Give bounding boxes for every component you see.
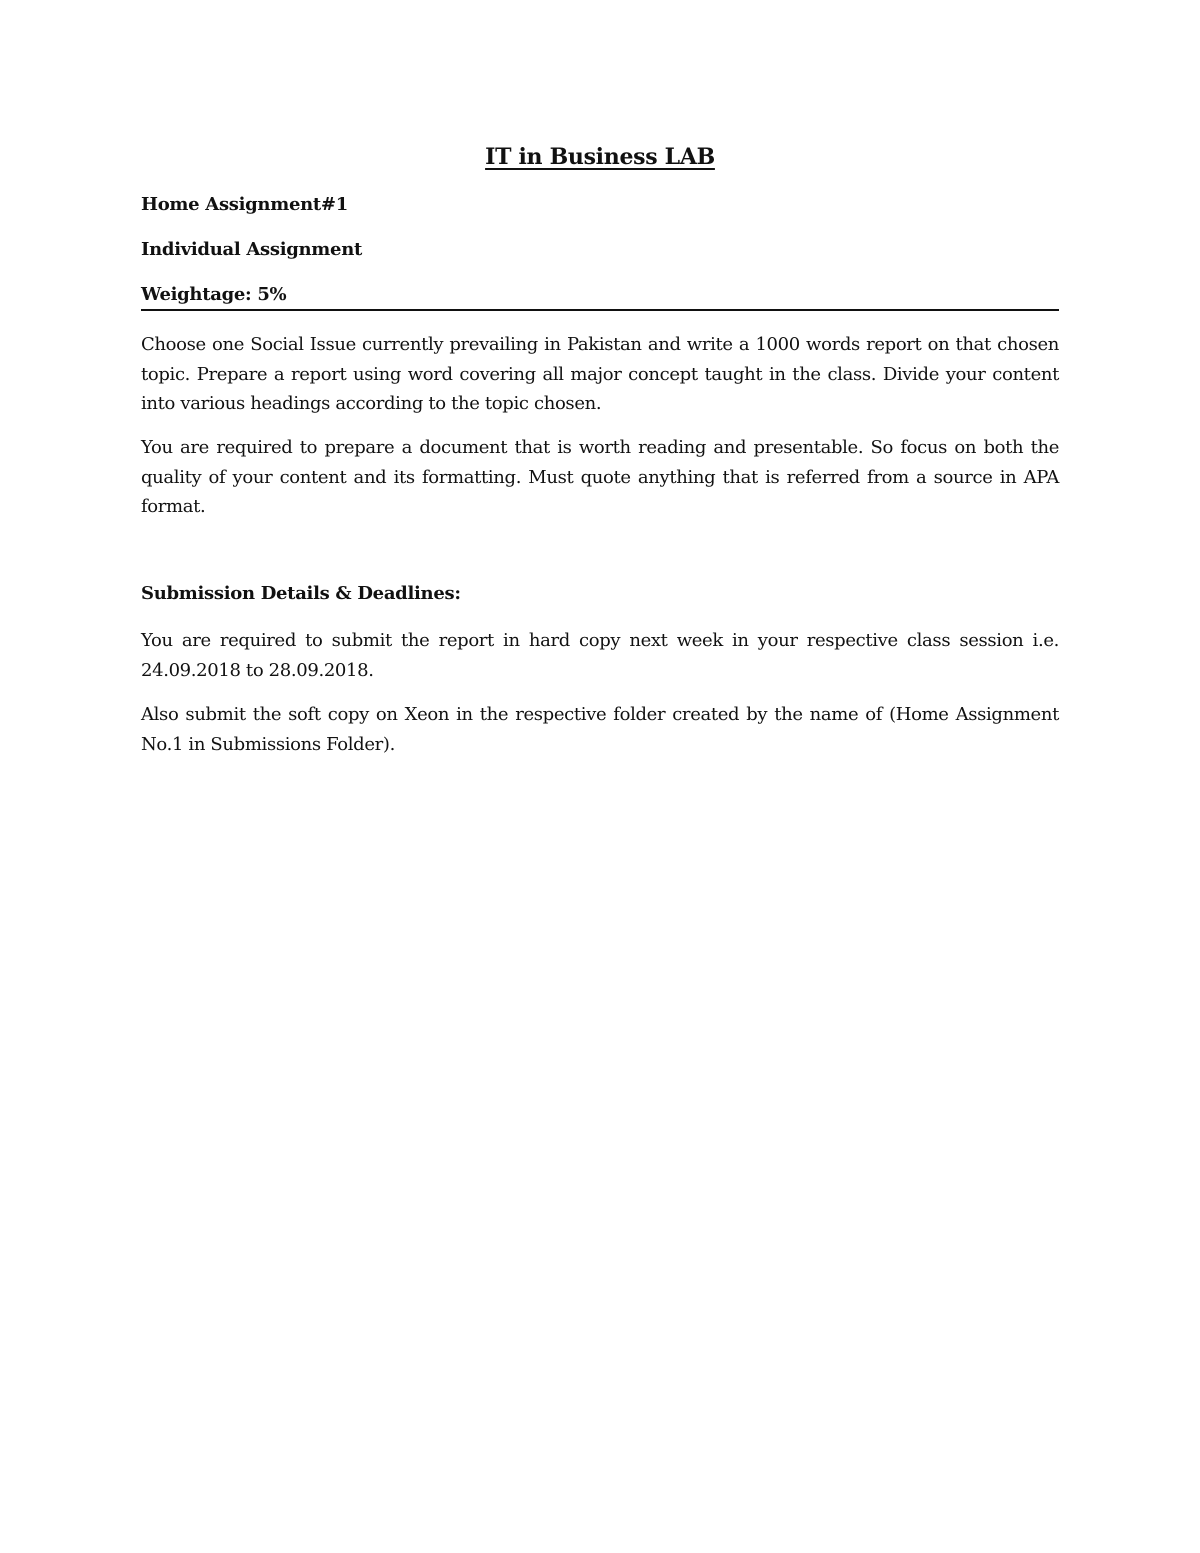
horizontal-rule (141, 309, 1059, 311)
assignment-type-label: Individual Assignment (141, 239, 363, 260)
weightage-label: Weightage: 5% (141, 284, 287, 305)
home-assignment-label: Home Assignment#1 (141, 194, 348, 215)
document-title: IT in Business LAB (485, 144, 715, 170)
soft-copy-paragraph: Also submit the soft copy on Xeon in the respective folder created by the name of (Home Assignment No.1 in Submissions Folder). (141, 704, 1059, 755)
requirements-paragraph: You are required to prepare a document that is worth reading and presentable. So focus on both the quality of your content and its formatting. Must quote anything that is referred from a source in APA format. (141, 437, 1059, 517)
submission-deadline-paragraph: You are required to submit the report in hard copy next week in your respective class session i.e. 24.09.2018 to 28.09.2018. (141, 630, 1059, 681)
document-page (141, 0, 1059, 1553)
instructions-paragraph: Choose one Social Issue currently prevailing in Pakistan and write a 1000 words report on that chosen topic. Prepare a report using word covering all major concept taught in the class. Divide your content into various headings according to the topic chosen. (141, 334, 1059, 414)
submission-heading: Submission Details & Deadlines: (141, 583, 461, 604)
